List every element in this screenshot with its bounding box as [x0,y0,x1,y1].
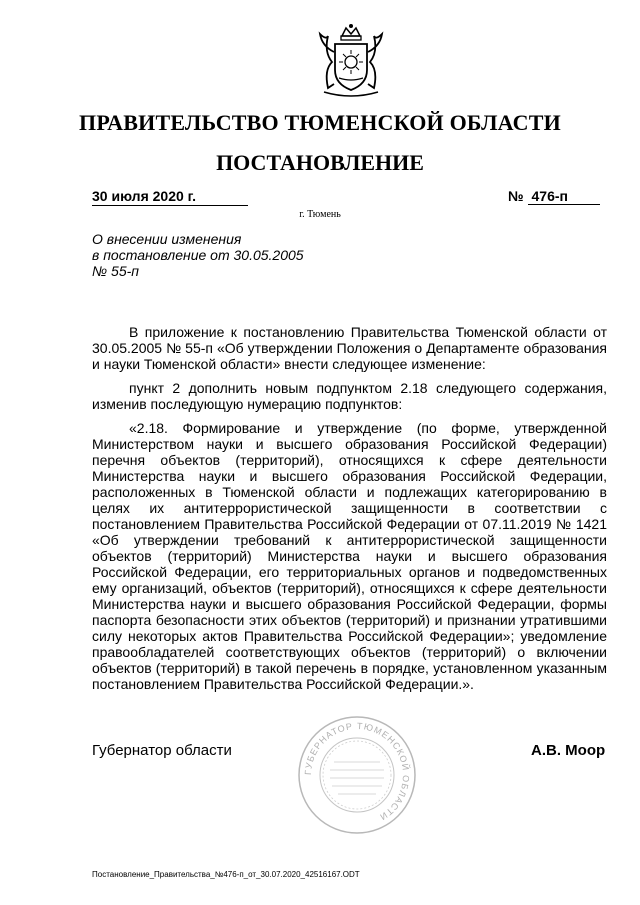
coat-of-arms-icon [302,22,400,100]
footer-filename: Постановление_Правительства_№476-п_от_30.07.2020_42516167.ODT [92,870,360,879]
svg-text:ГУБЕРНАТОР ТЮМЕНСКОЙ ОБЛАСТИ [303,721,412,823]
city: г. Тюмень [299,209,341,220]
signatory-name: А.В. Моор [531,742,606,759]
signatory-role: Губернатор области [92,742,232,759]
number-value: 476-п [528,188,600,205]
organization-title: ПРАВИТЕЛЬСТВО ТЮМЕНСКОЙ ОБЛАСТИ [79,110,561,135]
document-subject [92,231,304,279]
document-type: ПОСТАНОВЛЕНИЕ [216,150,424,175]
subject-line: № 55-п [92,263,139,279]
official-seal-icon [296,714,418,836]
document-date: 30 июля 2020 г. [92,188,248,206]
seal-text: ГУБЕРНАТОР ТЮМЕНСКОЙ ОБЛАСТИ [302,720,412,823]
document-body [92,324,607,700]
body-paragraph: В приложение к постановлению Правительства Тюменской области от 30.05.2005 № 55-п «Об утверждении Положения о Департаменте образования и науки Тюменской области» внести следующее изменение: [92,324,607,372]
subject-line: О внесении изменения [92,231,242,247]
body-paragraph: «2.18. Формирование и утверждение (по форме, утвержденной Министерством науки и высшего образования Российской Федерации) перечня объектов (территорий), относящихся к сфере деятельности Министерства науки и высшего образования Российской Федерации, расположенных в Тюменской области и подлежащих категорированию в целях их антитеррористической защищенности в соответствии с постановлением Правительства Российской Федерации от 07.11.2019 № 1421 «Об утверждении требований к антитеррористической защищенности объектов (территорий) Министерства науки и высшего образования Российской Федерации, его территориальных органов и подведомственных ему организаций, объектов (территорий), относящихся к сфере деятельности Министерства науки и высшего образования Российской Федерации, формы паспорта безопасности этих объектов (территорий) и признании утратившими силу некоторых актов Правительства Российской Федерации»; уведомление правообладателей соответствующих объектов (территорий) о включении объектов (территорий) в такой перечень в порядке, установленном указанным постановлением Правительства Российской Федерации.». [92,420,607,692]
number-sign: № [508,188,524,204]
body-paragraph: пункт 2 дополнить новым подпунктом 2.18 следующего содержания, изменив последующую нумерацию подпунктов: [92,380,607,412]
document-number [508,188,600,205]
subject-line: в постановление от 30.05.2005 [92,247,304,263]
